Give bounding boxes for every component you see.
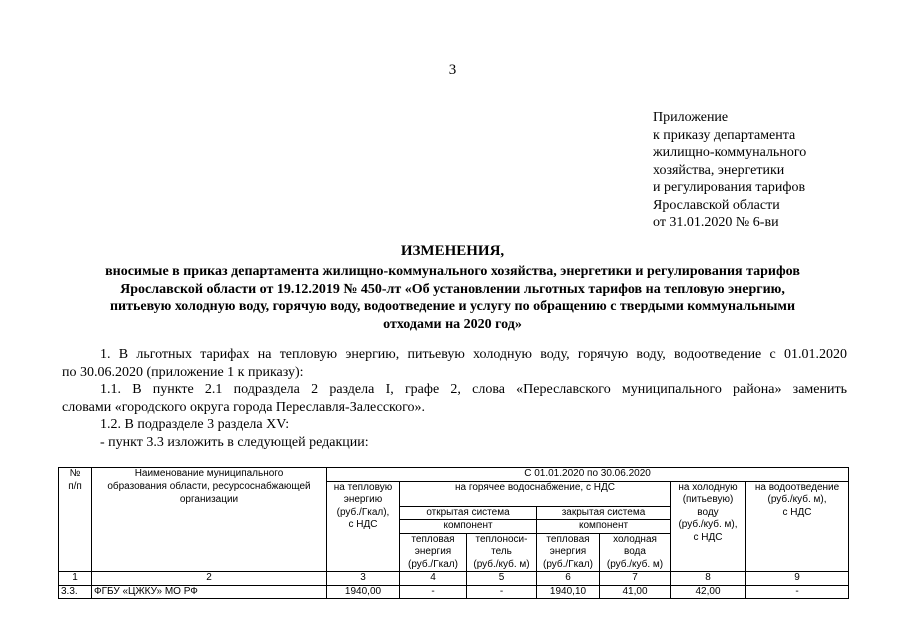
appendix-line: от 31.01.2020 № 6-ви — [653, 215, 779, 230]
subtitle-line: отходами на 2020 год» — [383, 316, 522, 332]
header-closed-cold-water: холодная вода (руб./куб. м) — [600, 533, 671, 572]
header-heat: на тепловую энергию (руб./Гкал), с НДС — [327, 481, 400, 572]
header-closed-heat-energy: тепловая энергия (руб./Гкал) — [537, 533, 600, 572]
row-open-heat-energy: - — [400, 585, 467, 599]
page-number: 3 — [448, 62, 457, 78]
header-component-open: компонент — [400, 520, 537, 534]
appendix-line: и регулирования тарифов — [653, 180, 806, 195]
header-num-cont: п/п — [59, 481, 92, 506]
document-body — [62, 346, 847, 451]
appendix-line: к приказу департамента — [653, 127, 796, 143]
appendix-block — [653, 109, 806, 232]
paragraph-3: 1.2. В подразделе 3 раздела XV: — [100, 417, 290, 432]
row-closed-heat-energy: 1940,10 — [537, 585, 600, 599]
header-period: С 01.01.2020 по 30.06.2020 — [327, 468, 849, 482]
document-title: ИЗМЕНЕНИЯ, — [400, 243, 505, 259]
header-component-closed: компонент — [537, 520, 671, 534]
subtitle-line: вносимые в приказ департамента жилищно-коммунального хозяйства, энергетики и регулирования тарифов — [105, 264, 800, 279]
header-closed-system: закрытая система — [537, 506, 671, 520]
paragraph-2-line-2: словами «городского округа города Переславля-Залесского». — [62, 399, 426, 415]
appendix-line: Приложение — [653, 110, 729, 125]
row-heat-tariff: 1940,00 — [327, 585, 400, 599]
header-open-heat-carrier: теплоноси- тель (руб./куб. м) — [467, 533, 537, 572]
column-number: 1 — [59, 572, 92, 586]
header-hot-water: на горячее водоснабжение, с НДС — [400, 481, 671, 506]
document-subtitle — [60, 263, 845, 333]
column-number: 7 — [600, 572, 671, 586]
column-number: 9 — [746, 572, 849, 586]
row-drainage-tariff: - — [746, 585, 849, 599]
paragraph-1-line-2: по 30.06.2020 (приложение 1 к приказу): — [62, 364, 304, 380]
row-closed-cold-water: 41,00 — [600, 585, 671, 599]
appendix-line: жилищно-коммунального — [653, 145, 807, 160]
row-organization: ФГБУ «ЦЖКУ» МО РФ — [92, 585, 327, 599]
subtitle-line: питьевую холодную воду, горячую воду, водоотведение и услугу по обращению с твердыми коммунальными — [109, 299, 796, 314]
column-number: 6 — [537, 572, 600, 586]
header-drainage: на водоотведение (руб./куб. м), с НДС — [746, 481, 849, 572]
row-number: 3.3. — [59, 585, 92, 599]
header-name-cont: образования области, ресурсоснабжающей организации — [92, 481, 327, 506]
header-name: Наименование муниципального — [92, 468, 327, 482]
header-cold-water: на холодную (питьевую) воду (руб./куб. м), с НДС — [671, 481, 746, 572]
subtitle-line: Ярославской области от 19.12.2019 № 450-лт «Об установлении льготных тарифов на тепловую энергию, — [120, 281, 785, 297]
paragraph-1-line-1: 1. В льготных тарифах на тепловую энергию, питьевую холодную воду, горячую воду, водоотведение с 01.01.2020 — [100, 347, 847, 362]
header-name-fill — [92, 506, 327, 572]
header-open-system: открытая система — [400, 506, 537, 520]
appendix-line: хозяйства, энергетики — [653, 162, 785, 178]
appendix-line: Ярославской области — [653, 197, 780, 213]
header-num: № — [59, 468, 92, 482]
column-number: 3 — [327, 572, 400, 586]
paragraph-4: - пункт 3.3 изложить в следующей редакции: — [100, 434, 369, 450]
table-row — [59, 585, 849, 599]
row-cold-water-tariff: 42,00 — [671, 585, 746, 599]
tariff-table — [58, 467, 849, 599]
column-number: 4 — [400, 572, 467, 586]
header-num-fill — [59, 506, 92, 572]
header-open-heat-energy: тепловая энергия (руб./Гкал) — [400, 533, 467, 572]
paragraph-2-line-1: 1.1. В пункте 2.1 подраздела 2 раздела I, графе 2, слова «Переславского муниципального района» заменить — [100, 382, 847, 397]
column-number: 5 — [467, 572, 537, 586]
column-number-row — [59, 572, 849, 586]
column-number: 2 — [92, 572, 327, 586]
column-number: 8 — [671, 572, 746, 586]
row-open-heat-carrier: - — [467, 585, 537, 599]
